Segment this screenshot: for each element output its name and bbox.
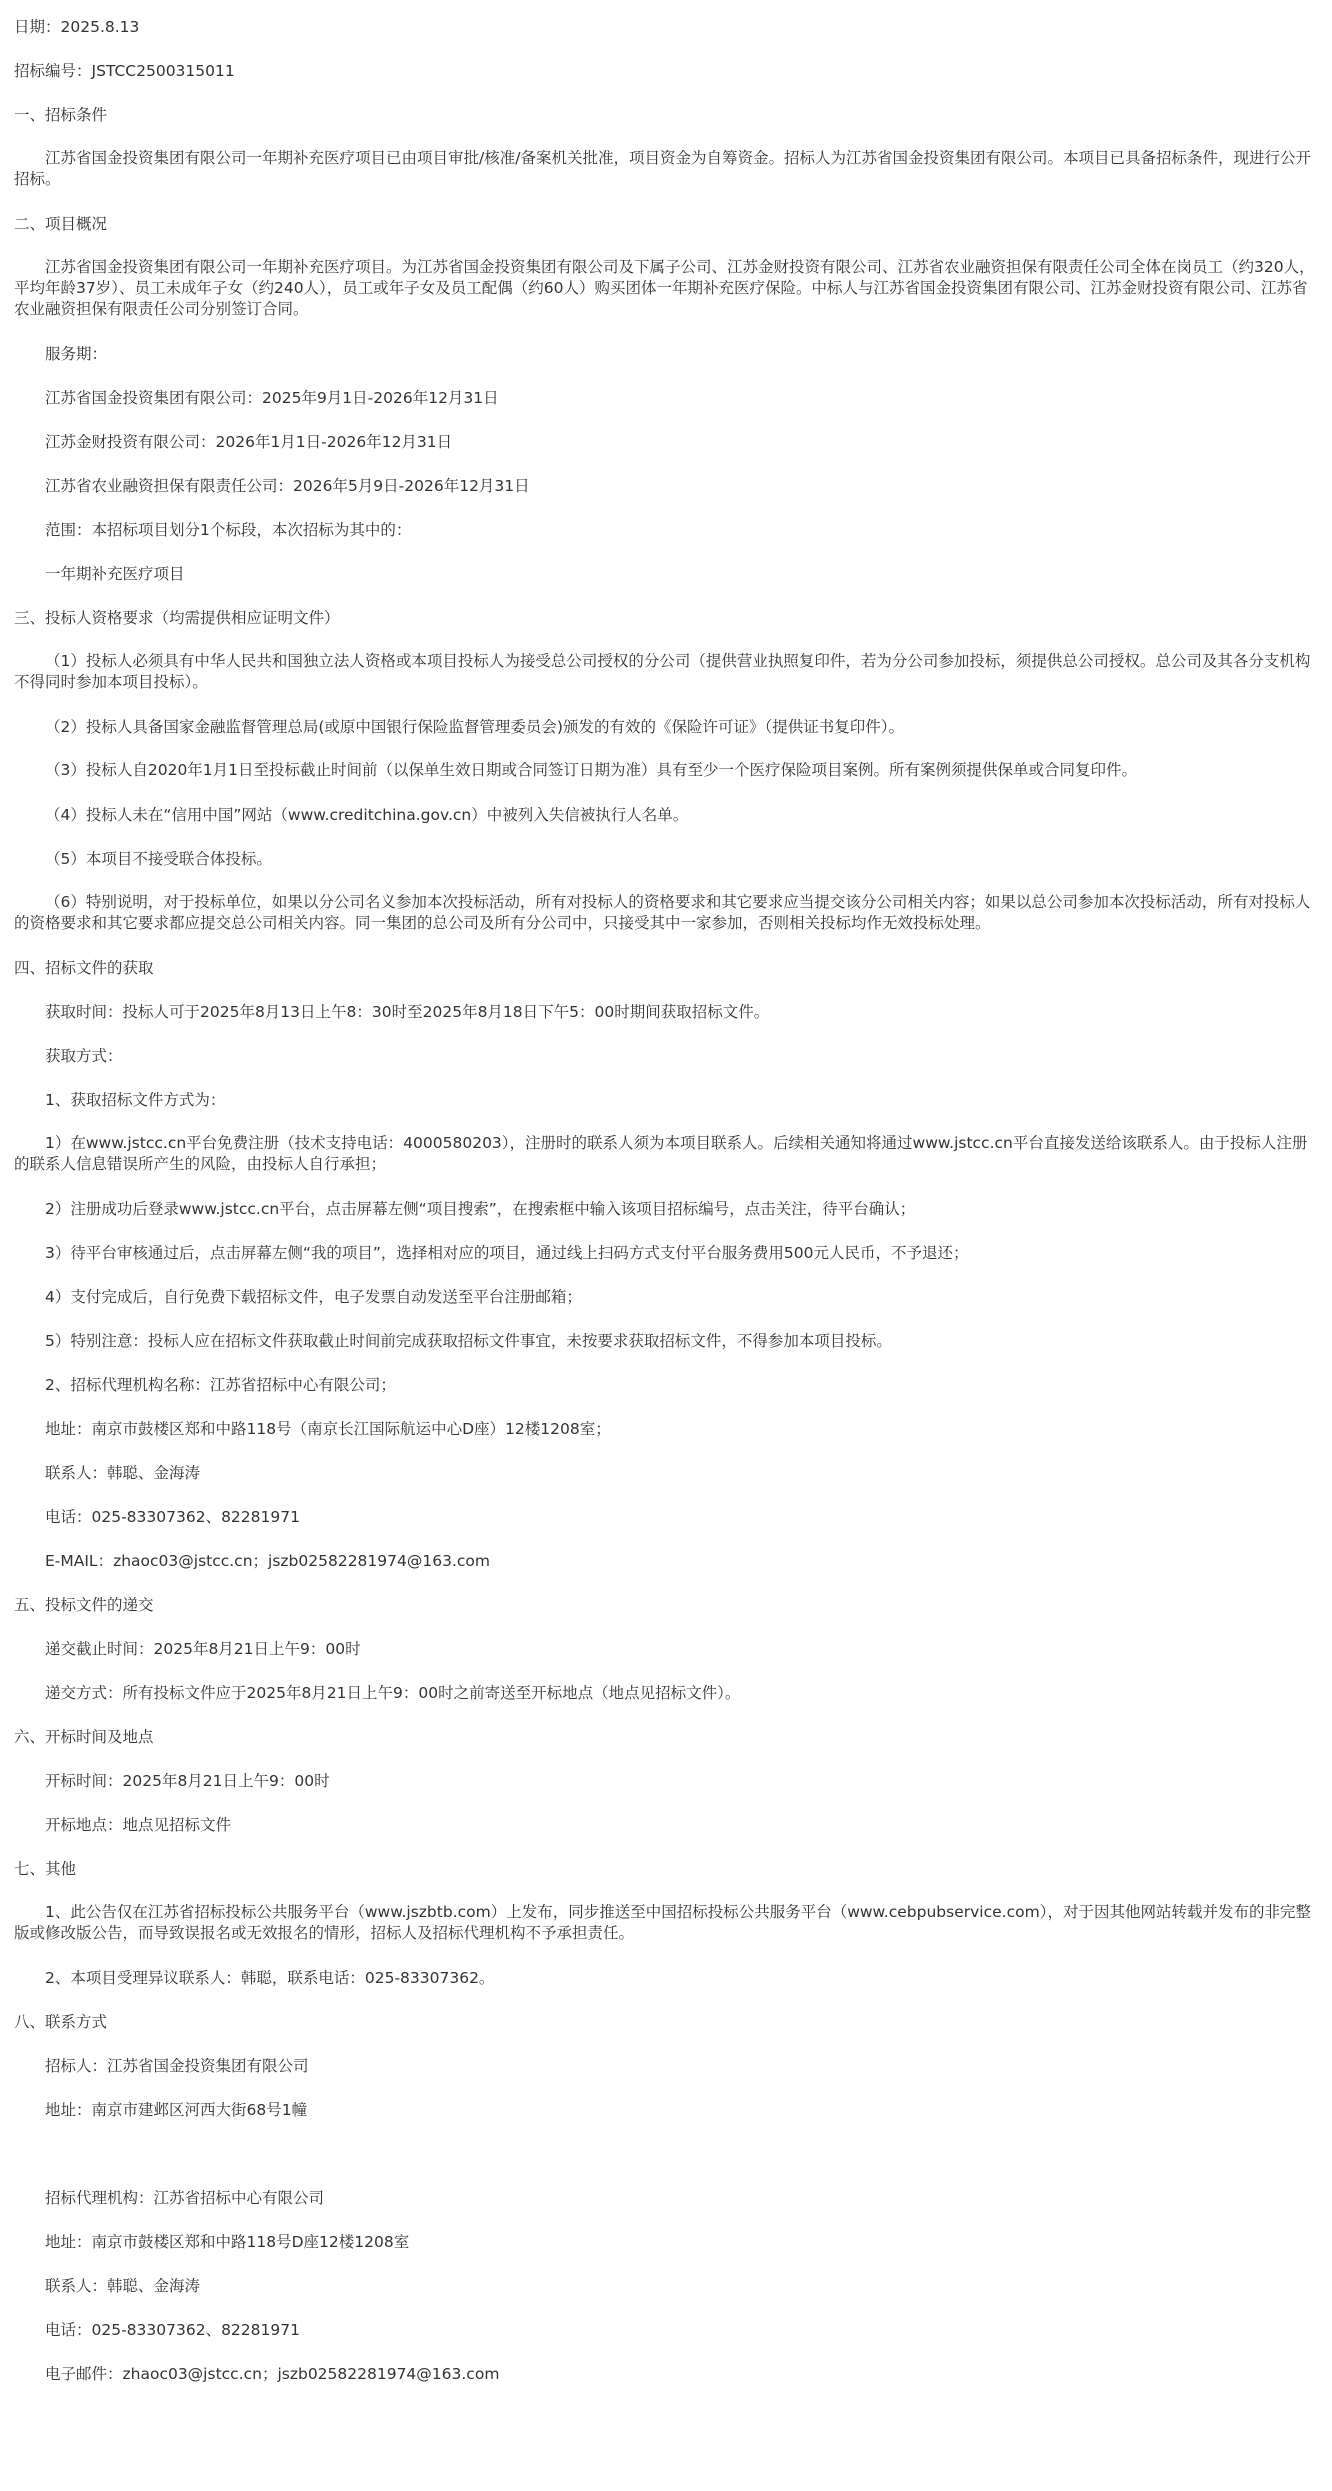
section-1-paragraph: 江苏省国金投资集团有限公司一年期补充医疗项目已由项目审批/核准/备案机关批准，项目资金为自筹资金。招标人为江苏省国金投资集团有限公司。本项目已具备招标条件，现进行公开招标。 bbox=[14, 149, 1311, 188]
requirement-1: （1）投标人必须具有中华人民共和国独立法人资格或本项目投标人为接受总公司授权的分公司（提供营业执照复印件，若为分公司参加投标，须提供总公司授权。总公司及其各分支机构不得同时参加本项目投标）。 bbox=[14, 652, 1311, 691]
acquisition-method-label: 获取方式： bbox=[45, 1047, 123, 1065]
tender-number-line: 招标编号：JSTCC2500315011 bbox=[14, 62, 235, 80]
requirement-5: （5）本项目不接受联合体投标。 bbox=[45, 850, 272, 868]
service-period-label: 服务期： bbox=[45, 345, 108, 363]
opening-time: 开标时间：2025年8月21日上午9：00时 bbox=[45, 1772, 330, 1790]
tenderer-name: 招标人：江苏省国金投资集团有限公司 bbox=[45, 2057, 309, 2075]
section-2-paragraph: 江苏省国金投资集团有限公司一年期补充医疗项目。为江苏省国金投资集团有限公司及下属子公司、江苏金财投资有限公司、江苏省农业融资担保有限责任公司全体在岗员工（约320人，平均年龄37岁）、员工未成年子女（约240人），员工或年子女及员工配偶（约60人）购买团体一年期补充医疗保险。中标人与江苏省国金投资集团有限公司、江苏金财投资有限公司、江苏省农业融资担保有限责任公司分别签订合同。 bbox=[14, 258, 1315, 318]
date-line: 日期：2025.8.13 bbox=[14, 18, 140, 36]
agency-phone: 电话：025-83307362、82281971 bbox=[45, 1508, 300, 1526]
opening-place: 开标地点：地点见招标文件 bbox=[45, 1816, 232, 1834]
contact-phone: 电话：025-83307362、82281971 bbox=[45, 2321, 300, 2339]
requirement-4: （4）投标人未在“信用中国”网站（www.creditchina.gov.cn）中被列入失信被执行人名单。 bbox=[45, 806, 689, 824]
service-period-3: 江苏省农业融资担保有限责任公司：2026年5月9日-2026年12月31日 bbox=[45, 477, 530, 495]
section-2-title: 二、项目概况 bbox=[14, 215, 108, 233]
agency-email: E-MAIL：zhaoc03@jstcc.cn；jszb02582281974@163.com bbox=[45, 1552, 490, 1570]
service-period-1: 江苏省国金投资集团有限公司：2025年9月1日-2026年12月31日 bbox=[45, 389, 499, 407]
requirement-2: （2）投标人具备国家金融监督管理总局(或原中国银行保险监督管理委员会)颁发的有效的《保险许可证》（提供证书复印件）。 bbox=[45, 718, 904, 736]
tenderer-address: 地址：南京市建邺区河西大街68号1幢 bbox=[45, 2101, 308, 2119]
section-3-title: 三、投标人资格要求（均需提供相应证明文件） bbox=[14, 609, 340, 627]
contact-person: 联系人：韩聪、金海涛 bbox=[45, 2277, 201, 2295]
agency-contact: 联系人：韩聪、金海涛 bbox=[45, 1464, 201, 1482]
other-note-1: 1、此公告仅在江苏省招标投标公共服务平台（www.jszbtb.com）上发布，同步推送至中国招标投标公共服务平台（www.cebpubservice.com），对于因其他网站转载并发布的非完整版或修改版公告，而导致误报名或无效报名的情形，招标人及招标代理机构不予承担责任。 bbox=[14, 1903, 1311, 1942]
other-note-2: 2、本项目受理异议联系人：韩聪，联系电话：025-83307362。 bbox=[45, 1969, 495, 1987]
requirement-3: （3）投标人自2020年1月1日至投标截止时间前（以保单生效日期或合同签订日期为准）具有至少一个医疗保险项目案例。所有案例须提供保单或合同复印件。 bbox=[45, 761, 1138, 779]
section-5-title: 五、投标文件的递交 bbox=[14, 1596, 154, 1614]
acquisition-step-1: 1）在www.jstcc.cn平台免费注册（技术支持电话：4000580203），注册时的联系人须为本项目联系人。后续相关通知将通过www.jstcc.cn平台直接发送给该联系人。由于投标人注册的联系人信息错误所产生的风险，由投标人自行承担； bbox=[14, 1134, 1308, 1173]
requirement-6: （6）特别说明，对于投标单位，如果以分公司名义参加本次投标活动，所有对投标人的资格要求和其它要求应当提交该分公司相关内容；如果以总公司参加本次投标活动，所有对投标人的资格要求和其它要求都应提交总公司相关内容。同一集团的总公司及所有分公司中，只接受其中一家参加，否则相关投标均作无效投标处理。 bbox=[14, 893, 1311, 932]
submission-method: 递交方式：所有投标文件应于2025年8月21日上午9：00时之前寄送至开标地点（地点见招标文件）。 bbox=[45, 1684, 741, 1702]
acquisition-time: 获取时间：投标人可于2025年8月13日上午8：30时至2025年8月18日下午5：00时期间获取招标文件。 bbox=[45, 1003, 770, 1021]
contact-email: 电子邮件：zhaoc03@jstcc.cn；jszb02582281974@163.com bbox=[45, 2365, 500, 2383]
section-7-title: 七、其他 bbox=[14, 1860, 77, 1878]
acquisition-step-4: 4）支付完成后，自行免费下载招标文件，电子发票自动发送至平台注册邮箱； bbox=[45, 1288, 582, 1306]
acquisition-step-5: 5）特别注意：投标人应在招标文件获取截止时间前完成获取招标文件事宜，未按要求获取招标文件，不得参加本项目投标。 bbox=[45, 1332, 892, 1350]
acquisition-method-title: 1、获取招标文件方式为： bbox=[45, 1091, 226, 1109]
spacer bbox=[14, 2143, 1318, 2187]
section-1-title: 一、招标条件 bbox=[14, 106, 108, 124]
agency-name: 2、招标代理机构名称：江苏省招标中心有限公司； bbox=[45, 1376, 396, 1394]
acquisition-step-2: 2）注册成功后登录www.jstcc.cn平台，点击屏幕左侧“项目搜索”，在搜索框中输入该项目招标编号，点击关注，待平台确认； bbox=[45, 1200, 916, 1218]
submission-deadline: 递交截止时间：2025年8月21日上午9：00时 bbox=[45, 1640, 361, 1658]
section-4-title: 四、招标文件的获取 bbox=[14, 959, 154, 977]
section-8-title: 八、联系方式 bbox=[14, 2013, 108, 2031]
section-6-title: 六、开标时间及地点 bbox=[14, 1728, 154, 1746]
contact-agency-name: 招标代理机构：江苏省招标中心有限公司 bbox=[45, 2189, 325, 2207]
lot-name: 一年期补充医疗项目 bbox=[45, 565, 185, 583]
acquisition-step-3: 3）待平台审核通过后，点击屏幕左侧“我的项目”，选择相对应的项目，通过线上扫码方式支付平台服务费用500元人民币，不予退还； bbox=[45, 1244, 969, 1262]
service-period-2: 江苏金财投资有限公司：2026年1月1日-2026年12月31日 bbox=[45, 433, 453, 451]
agency-address: 地址：南京市鼓楼区郑和中路118号（南京长江国际航运中心D座）12楼1208室； bbox=[45, 1420, 611, 1438]
contact-agency-address: 地址：南京市鼓楼区郑和中路118号D座12楼1208室 bbox=[45, 2233, 410, 2251]
scope-line: 范围：本招标项目划分1个标段，本次招标为其中的： bbox=[45, 521, 412, 539]
